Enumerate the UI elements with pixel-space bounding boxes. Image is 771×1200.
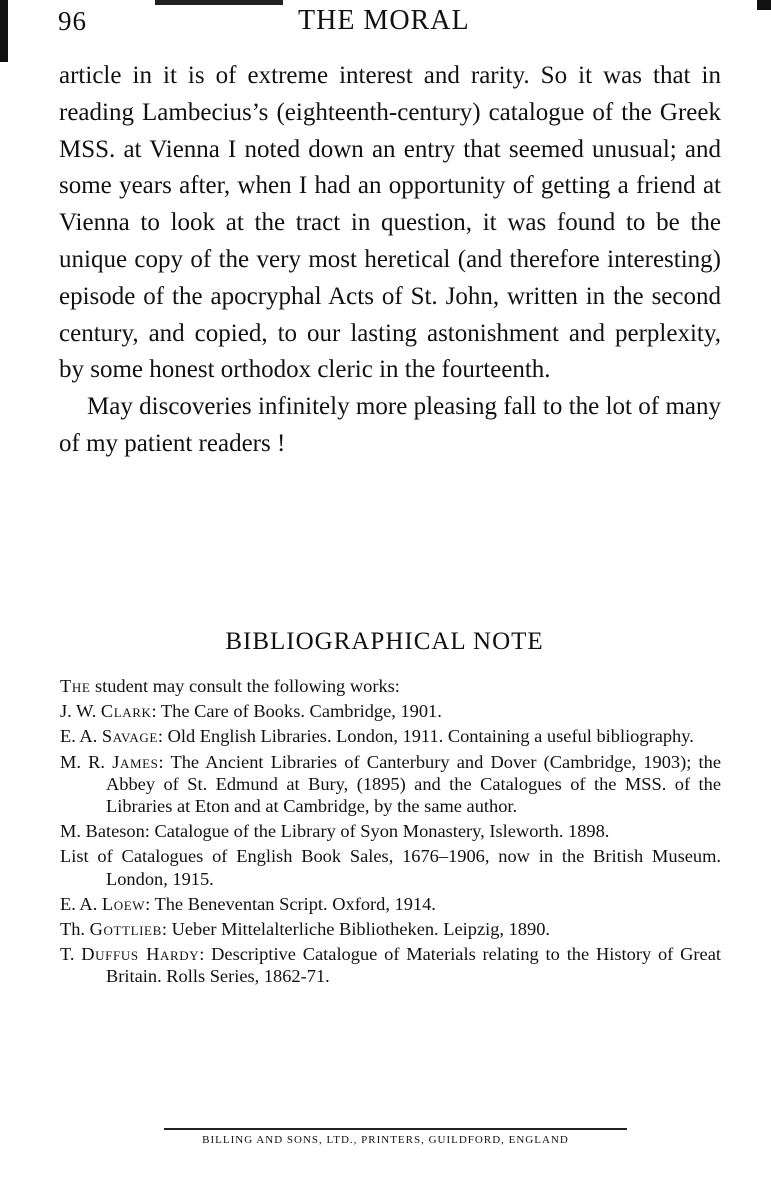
entry-text: : Descriptive Catalogue of Materials relating to the History of Great Britain. Rolls Series, 1862-71. — [106, 944, 721, 987]
bibliography-intro — [60, 675, 721, 697]
entry-author-surname: Gottlieb — [89, 919, 162, 940]
entry-author-surname: Savage — [101, 726, 158, 747]
entry-author-surname: Loew — [101, 893, 146, 914]
bibliography-entry — [60, 751, 721, 818]
page-number: 96 — [58, 6, 87, 36]
scan-edge-mark — [155, 0, 283, 5]
entry-author: T. — [60, 944, 82, 965]
entry-text: : Old English Libraries. London, 1911. Containing a useful bibliography. — [157, 726, 694, 747]
entry-text: : Catalogue of the Library of Syon Monastery, Isleworth. 1898. — [144, 821, 610, 842]
entry-text: : The Ancient Libraries of Canterbury and Dover (Cambridge, 1903); the Abbey of St. Edmund at Bury, (1895) and the Catalogues of the MSS. of the Libraries at Eton and at Cambridge, by the same author. — [106, 751, 721, 817]
body-text — [59, 58, 721, 463]
entry-text: : The Care of Books. Cambridge, 1901. — [151, 701, 442, 722]
paragraph: May discoveries infinitely more pleasing fall to the lot of many of my patient readers ! — [59, 393, 721, 457]
bibliography-entry — [60, 918, 721, 940]
entry-text: : Ueber Mittelalterliche Bibliotheken. Leipzig, 1890. — [161, 919, 550, 940]
bibliography-list — [60, 675, 721, 991]
entry-author: E. A. — [60, 893, 102, 914]
scan-edge-mark — [0, 0, 8, 62]
entry-text: List of Catalogues of English Book Sales, 1676–1906, now in the British Museum. London, 1915. — [60, 846, 721, 889]
printer-imprint: BILLING AND SONS, LTD., PRINTERS, GUILDFORD, ENGLAND — [202, 1134, 569, 1146]
entry-author: Th. — [60, 919, 90, 940]
bibliography-entry — [60, 725, 721, 747]
entry-author-surname: Clark — [100, 701, 152, 722]
entry-author-surname: Duffus Hardy — [81, 944, 200, 965]
bibliography-entry — [60, 943, 721, 987]
entry-author: J. W. — [60, 701, 101, 722]
bibliography-entry — [60, 893, 721, 915]
entry-author: E. A. — [60, 726, 102, 747]
entry-text: : The Beneventan Script. Oxford, 1914. — [145, 893, 436, 914]
entry-author-surname: James — [112, 751, 159, 772]
section-heading-text: BIBLIOGRAPHICAL NOTE — [225, 628, 544, 655]
running-title: THE MORAL — [298, 5, 470, 36]
intro-text: student may consult the following works: — [90, 676, 400, 696]
section-heading — [0, 626, 771, 658]
bibliography-entry — [60, 700, 721, 722]
footer-rule — [164, 1128, 627, 1130]
entry-author: M. Bateson — [60, 821, 145, 842]
running-head — [58, 6, 721, 40]
intro-small-caps: The — [60, 676, 91, 696]
entry-author: M. R. — [60, 751, 113, 772]
bibliography-entry — [60, 845, 721, 889]
scan-edge-mark — [757, 0, 771, 10]
paragraph: article in it is of extreme interest and rarity. So it was that in reading Lambecius’s (eighteenth-century) catalogue of the Greek MSS. at Vienna I noted down an entry that seemed unusual; and some years after, when I had an opportunity of getting a friend at Vienna to look at the tract in question, it was found to be the unique copy of the very most heretical (and therefore interesting) episode of the apocryphal Acts of St. John, written in the second century, and copied, to our lasting astonishment and perplexity, by some honest orthodox cleric in the fourteenth. — [59, 62, 721, 384]
bibliography-entry — [60, 820, 721, 842]
